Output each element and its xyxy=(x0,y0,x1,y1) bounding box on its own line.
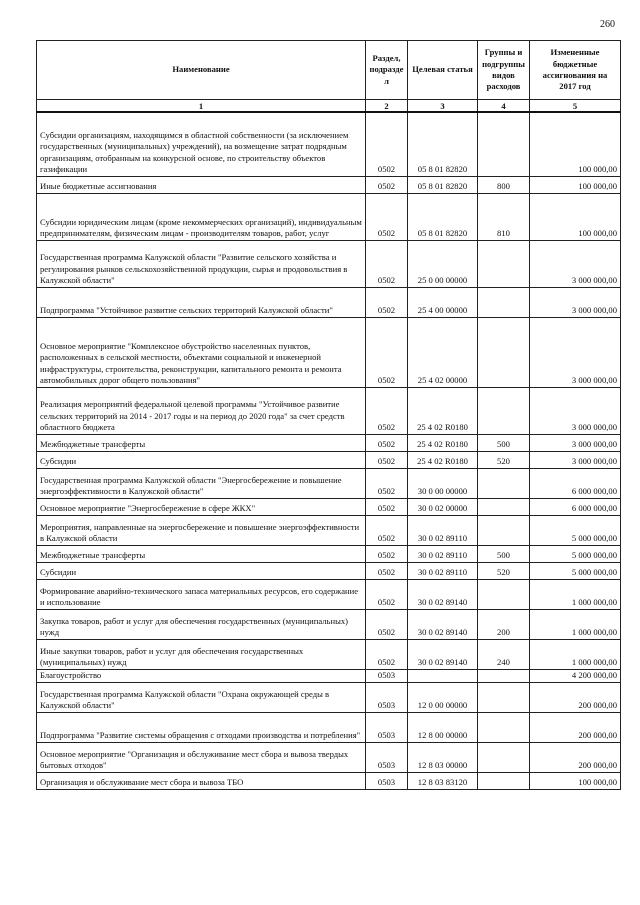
row-name: Государственная программа Калужской области "Охрана окружающей среды в Калужской области" xyxy=(37,682,366,712)
row-target: 30 0 02 89110 xyxy=(408,562,478,579)
row-section: 0502 xyxy=(366,176,408,193)
row-name: Субсидии организациям, находящимся в областной собственности (за исключением государственных (муниципальных) учреждений), на возмещение затрат подрядным организациям, отобранным на конкурсной основе, по строительству объектов газификации xyxy=(37,112,366,176)
row-section: 0502 xyxy=(366,193,408,240)
row-target: 05 8 01 82820 xyxy=(408,112,478,176)
column-number: 1 xyxy=(37,100,366,113)
table-row xyxy=(37,712,621,742)
row-name: Благоустройство xyxy=(37,669,366,682)
row-name: Государственная программа Калужской области "Развитие сельского хозяйства и регулирования рынков сельскохозяйственной продукции, сырья и продовольствия в Калужской области" xyxy=(37,240,366,287)
row-name: Государственная программа Калужской области "Энергосбережение и повышение энергоэффективности в Калужской области" xyxy=(37,468,366,498)
row-amount: 3 000 000,00 xyxy=(530,287,621,317)
row-amount: 3 000 000,00 xyxy=(530,434,621,451)
row-amount: 6 000 000,00 xyxy=(530,498,621,515)
row-name: Иные закупки товаров, работ и услуг для обеспечения государственных (муниципальных) нужд xyxy=(37,639,366,669)
table-row xyxy=(37,682,621,712)
header-group: Группы и подгруппы видов расходов xyxy=(478,41,530,100)
row-section: 0502 xyxy=(366,562,408,579)
row-name: Основное мероприятие "Комплексное обустройство населенных пунктов, расположенных в сельской местности, объектами социальной и инженерной инфраструктуры, строительства, реконструкции, капитального ремонта и ремонта автомобильных дорог общего пользования" xyxy=(37,317,366,387)
row-name: Субсидии xyxy=(37,562,366,579)
row-section: 0502 xyxy=(366,317,408,387)
row-amount: 3 000 000,00 xyxy=(530,317,621,387)
row-group xyxy=(478,742,530,772)
row-target: 12 0 00 00000 xyxy=(408,682,478,712)
row-name: Субсидии юридическим лицам (кроме некоммерческих организаций), индивидуальным предпринимателям, физическим лицам - производителям товаров, работ, услуг xyxy=(37,193,366,240)
row-name: Основное мероприятие "Организация и обслуживание мест сбора и вывоза твердых бытовых отходов" xyxy=(37,742,366,772)
row-section: 0503 xyxy=(366,742,408,772)
row-target: 05 8 01 82820 xyxy=(408,176,478,193)
row-section: 0502 xyxy=(366,434,408,451)
row-target: 25 4 02 R0180 xyxy=(408,434,478,451)
row-amount: 3 000 000,00 xyxy=(530,387,621,434)
table-row xyxy=(37,287,621,317)
column-number-row xyxy=(37,100,621,113)
budget-table xyxy=(36,40,621,790)
table-row xyxy=(37,176,621,193)
row-amount: 5 000 000,00 xyxy=(530,545,621,562)
row-group xyxy=(478,112,530,176)
row-amount: 3 000 000,00 xyxy=(530,240,621,287)
header-section: Раздел, подразде л xyxy=(366,41,408,100)
header-target: Целевая статья xyxy=(408,41,478,100)
row-section: 0503 xyxy=(366,712,408,742)
row-group: 200 xyxy=(478,609,530,639)
table-row xyxy=(37,562,621,579)
row-amount: 6 000 000,00 xyxy=(530,468,621,498)
header-name: Наименование xyxy=(37,41,366,100)
row-name: Подпрограмма "Развитие системы обращения с отходами производства и потребления" xyxy=(37,712,366,742)
row-group xyxy=(478,240,530,287)
row-target: 30 0 02 89140 xyxy=(408,639,478,669)
row-target: 25 4 02 R0180 xyxy=(408,451,478,468)
row-target: 30 0 00 00000 xyxy=(408,468,478,498)
row-amount: 3 000 000,00 xyxy=(530,451,621,468)
table-body xyxy=(37,112,621,789)
row-amount: 1 000 000,00 xyxy=(530,639,621,669)
row-section: 0502 xyxy=(366,639,408,669)
row-section: 0502 xyxy=(366,112,408,176)
row-name: Межбюджетные трансферты xyxy=(37,434,366,451)
row-amount: 1 000 000,00 xyxy=(530,579,621,609)
row-amount: 5 000 000,00 xyxy=(530,562,621,579)
row-target: 30 0 02 89110 xyxy=(408,515,478,545)
table-row xyxy=(37,609,621,639)
row-group: 500 xyxy=(478,434,530,451)
row-group: 500 xyxy=(478,545,530,562)
row-section: 0502 xyxy=(366,609,408,639)
table-row xyxy=(37,669,621,682)
row-group xyxy=(478,682,530,712)
row-section: 0502 xyxy=(366,579,408,609)
table-row xyxy=(37,387,621,434)
table-row xyxy=(37,468,621,498)
table-row xyxy=(37,193,621,240)
row-section: 0502 xyxy=(366,468,408,498)
row-amount: 100 000,00 xyxy=(530,193,621,240)
row-group xyxy=(478,669,530,682)
table-row xyxy=(37,772,621,789)
row-group: 810 xyxy=(478,193,530,240)
row-group xyxy=(478,387,530,434)
row-amount: 200 000,00 xyxy=(530,742,621,772)
row-name: Основное мероприятие "Энергосбережение в сфере ЖКХ" xyxy=(37,498,366,515)
table-row xyxy=(37,545,621,562)
row-amount: 200 000,00 xyxy=(530,682,621,712)
row-name: Подпрограмма "Устойчивое развитие сельских территорий Калужской области" xyxy=(37,287,366,317)
column-number: 3 xyxy=(408,100,478,113)
table-row xyxy=(37,434,621,451)
row-target: 25 4 02 00000 xyxy=(408,317,478,387)
row-group xyxy=(478,317,530,387)
row-target: 25 4 02 R0180 xyxy=(408,387,478,434)
table-row xyxy=(37,451,621,468)
table-row xyxy=(37,240,621,287)
row-group xyxy=(478,772,530,789)
row-section: 0502 xyxy=(366,240,408,287)
row-amount: 4 200 000,00 xyxy=(530,669,621,682)
row-group xyxy=(478,712,530,742)
row-target: 25 0 00 00000 xyxy=(408,240,478,287)
row-section: 0502 xyxy=(366,545,408,562)
table-row xyxy=(37,498,621,515)
row-group xyxy=(478,515,530,545)
row-name: Межбюджетные трансферты xyxy=(37,545,366,562)
table-row xyxy=(37,742,621,772)
row-section: 0503 xyxy=(366,682,408,712)
row-amount: 100 000,00 xyxy=(530,176,621,193)
row-name: Мероприятия, направленные на энергосбережение и повышение энергоэффективности в Калужской области xyxy=(37,515,366,545)
row-group: 240 xyxy=(478,639,530,669)
row-target: 30 0 02 89140 xyxy=(408,579,478,609)
row-target: 25 4 00 00000 xyxy=(408,287,478,317)
row-amount: 1 000 000,00 xyxy=(530,609,621,639)
row-target: 12 8 00 00000 xyxy=(408,712,478,742)
row-section: 0502 xyxy=(366,451,408,468)
table-row xyxy=(37,639,621,669)
row-group: 520 xyxy=(478,562,530,579)
table-row xyxy=(37,317,621,387)
row-group xyxy=(478,579,530,609)
row-amount: 100 000,00 xyxy=(530,772,621,789)
row-section: 0502 xyxy=(366,498,408,515)
header-amount: Измененные бюджетные ассигнования на 2017 год xyxy=(530,41,621,100)
row-section: 0503 xyxy=(366,772,408,789)
row-target: 05 8 01 82820 xyxy=(408,193,478,240)
row-name: Организация и обслуживание мест сбора и вывоза ТБО xyxy=(37,772,366,789)
row-target: 30 0 02 00000 xyxy=(408,498,478,515)
row-amount: 5 000 000,00 xyxy=(530,515,621,545)
row-name: Иные бюджетные ассигнования xyxy=(37,176,366,193)
row-name: Закупка товаров, работ и услуг для обеспечения государственных (муниципальных) нужд xyxy=(37,609,366,639)
row-section: 0502 xyxy=(366,287,408,317)
row-name: Формирование аварийно-технического запаса материальных ресурсов, его содержание и использование xyxy=(37,579,366,609)
row-group xyxy=(478,498,530,515)
row-name: Субсидии xyxy=(37,451,366,468)
column-number: 5 xyxy=(530,100,621,113)
row-amount: 100 000,00 xyxy=(530,112,621,176)
table-row xyxy=(37,112,621,176)
row-group xyxy=(478,287,530,317)
row-name: Реализация мероприятий федеральной целевой программы "Устойчивое развитие сельских территорий на 2014 - 2017 годы и на период до 2020 года" за счет средств областного бюджета xyxy=(37,387,366,434)
row-section: 0502 xyxy=(366,515,408,545)
row-section: 0503 xyxy=(366,669,408,682)
row-target: 12 8 03 83120 xyxy=(408,772,478,789)
row-target: 30 0 02 89140 xyxy=(408,609,478,639)
row-section: 0502 xyxy=(366,387,408,434)
page-number: 260 xyxy=(600,19,615,30)
row-target: 30 0 02 89110 xyxy=(408,545,478,562)
header-row xyxy=(37,41,621,100)
row-group: 800 xyxy=(478,176,530,193)
row-target: 12 8 03 00000 xyxy=(408,742,478,772)
row-group: 520 xyxy=(478,451,530,468)
column-number: 2 xyxy=(366,100,408,113)
column-number: 4 xyxy=(478,100,530,113)
row-target xyxy=(408,669,478,682)
table-row xyxy=(37,579,621,609)
row-amount: 200 000,00 xyxy=(530,712,621,742)
table-row xyxy=(37,515,621,545)
row-group xyxy=(478,468,530,498)
